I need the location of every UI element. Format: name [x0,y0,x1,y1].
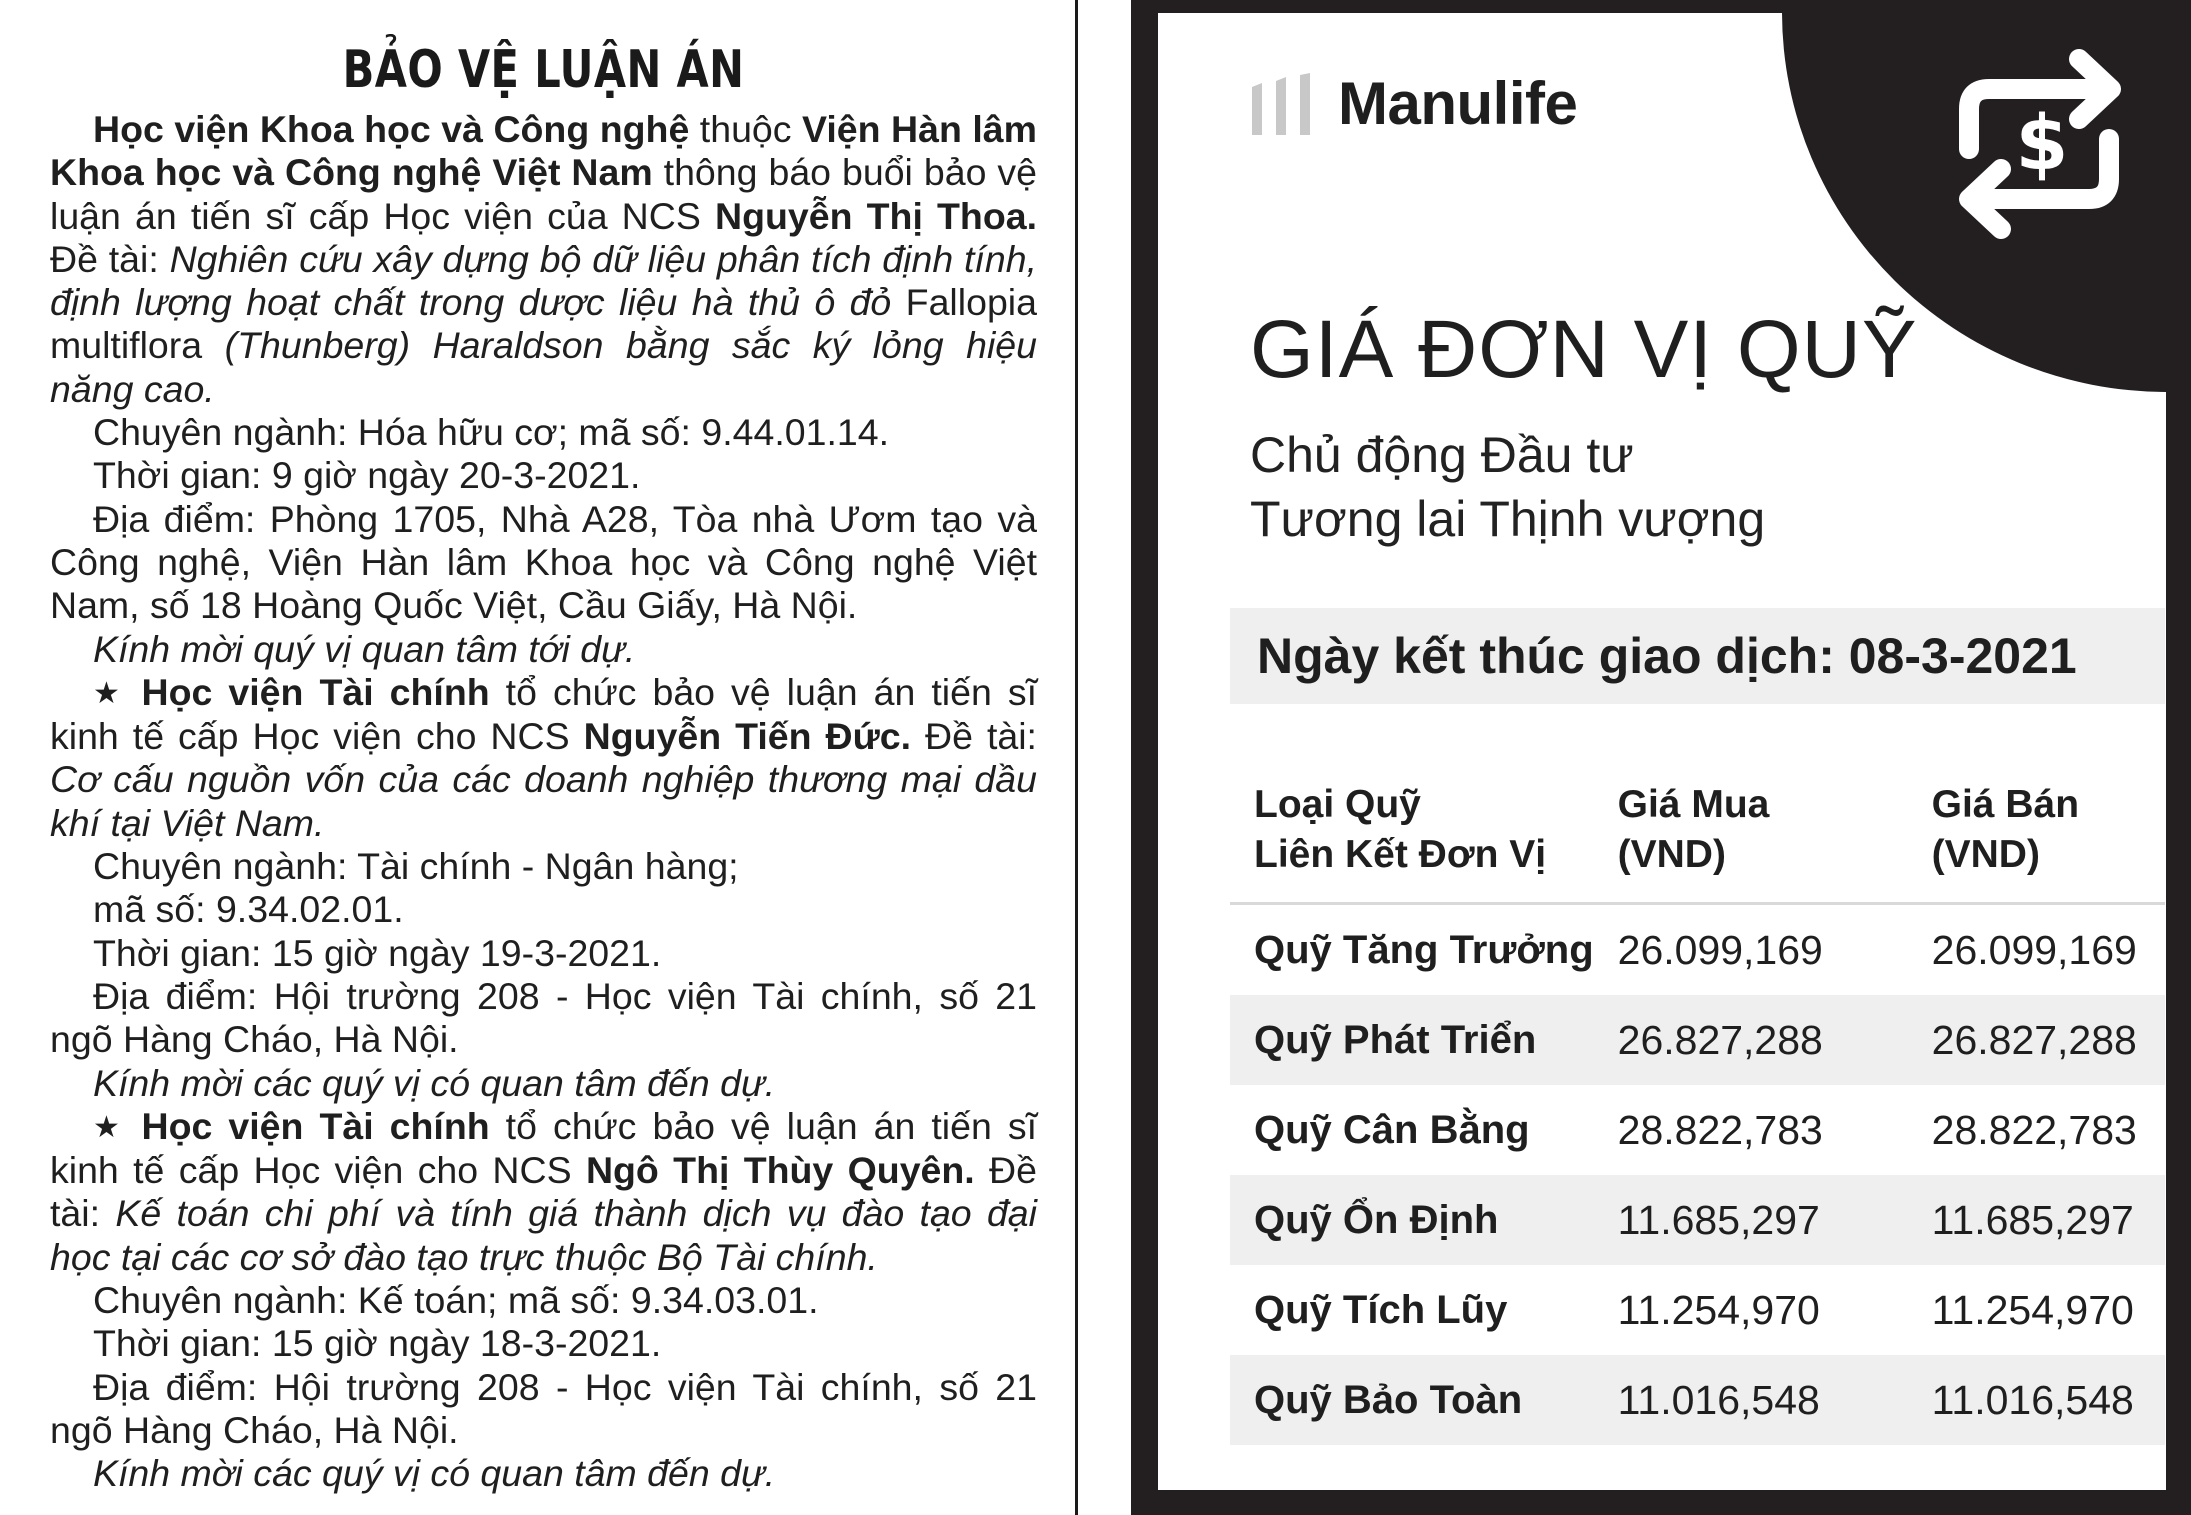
manulife-logo-icon [1250,73,1320,135]
text: thuộc [689,108,803,150]
notice-body [50,108,1037,1496]
header-text: Liên Kết Đơn Vị [1254,833,1547,876]
tagline-line-2: Tương lai Thịnh vượng [1250,491,1766,547]
fund-price-table [1230,768,2165,1445]
thesis-topic: Kế toán chi phí và tính giá thành dịch vụ đào tạo đại học tại các cơ sở đào tạo trực thuộc Bộ Tài chính. [50,1192,1037,1278]
major-line: Chuyên ngành: Kế toán; mã số: 9.34.03.01. [93,1279,819,1322]
tagline-line-1: Chủ động Đầu tư [1250,427,1634,483]
major-code-line: mã số: 9.34.02.01. [93,888,404,931]
thesis-topic-cont: (Thunberg) Haraldson bằng sắc ký lỏng hiệu năng cao. [50,324,1037,410]
sell-price: 11.254,970 [1931,1286,2134,1333]
table-row [1230,995,2165,1085]
ad-title: GIÁ ĐƠN VỊ QUỸ [1250,304,1918,395]
text: Đề tài: [911,715,1037,758]
invite-text: Kính mời các quý vị có quan tâm đến dự. [93,1061,776,1104]
announcement-2 [50,671,1037,845]
major-line: Chuyên ngành: Tài chính - Ngân hàng; [93,845,739,888]
fund-name: Quỹ Cân Bằng [1254,1107,1530,1152]
time-line: Thời gian: 15 giờ ngày 19-3-2021. [93,931,662,974]
invite-text: Kính mời các quý vị có quan tâm đến dự. [93,1452,776,1495]
table-row [1230,1265,2165,1355]
invite-line [50,1452,1037,1495]
trading-date-bar: Ngày kết thúc giao dịch: 08-3-2021 [1230,608,2165,704]
buy-price: 11.685,297 [1594,1175,1908,1265]
header-text: Giá Mua [1617,783,1770,826]
table-header-row [1230,768,2165,904]
text: tổ chức bảo vệ luận án tiến sĩ kinh tế cấp Học viện cho NCS [50,670,1037,758]
manulife-ad [1131,0,2191,1515]
buy-price: 28.822,783 [1617,1106,1823,1153]
invite-text: Kính mời quý vị quan tâm tới dự. [93,627,636,670]
fund-name: Quỹ Ổn Định [1230,1175,1594,1265]
sell-price: 11.016,548 [1908,1355,2165,1445]
sell-price: 28.822,783 [1931,1106,2137,1153]
header-text: Giá Bán [1931,783,2080,826]
buy-price: 11.254,970 [1617,1286,1820,1333]
svg-text:$: $ [2015,98,2069,187]
table-row [1230,1085,2165,1175]
header-text: Loại Quỹ [1254,783,1421,826]
institution-name: Học viện Khoa học và Công nghệ [93,108,690,150]
time-line: Thời gian: 9 giờ ngày 20-3-2021. [93,454,641,497]
time-line: Thời gian: 15 giờ ngày 18-3-2021. [93,1322,662,1365]
institution-parent: Viện Hàn lâm Khoa học và Công nghệ Việt Nam [50,108,1037,194]
table-row [1230,1175,2165,1265]
buy-price: 26.099,169 [1617,926,1823,973]
text: Đề tài: [50,237,170,280]
invite-line [50,628,1037,671]
header-buy-price [1594,768,1908,904]
buy-price: 11.016,548 [1594,1355,1908,1445]
place-line: Địa điểm: Hội trường 208 - Học viện Tài chính, số 21 ngõ Hàng Cháo, Hà Nội. [50,1365,1037,1451]
thesis-topic: Nghiên cứu xây dựng bộ dữ liệu phân tích định tính, định lượng hoạt chất trong dược liệu hà thủ ô đỏ [50,237,1037,324]
text: tổ chức bảo vệ luận án tiến sĩ kinh tế cấp Học viện cho NCS [50,1104,1037,1192]
thesis-topic: Cơ cấu nguồn vốn của các doanh nghiệp thương mại dầu khí tại Việt Nam. [50,758,1037,844]
text: thông báo buổi bảo vệ luận án tiến sĩ cấp Học viện của NCS [50,151,1037,237]
table-row [1230,904,2165,996]
buy-price: 26.827,288 [1594,995,1908,1085]
thesis-notice-column [0,0,1078,1515]
notice-title: BẢO VỆ LUẬN ÁN [342,40,745,100]
major-line: Chuyên ngành: Hóa hữu cơ; mã số: 9.44.01.14. [93,411,890,454]
currency-exchange-icon [1939,29,2144,259]
place-line: Địa điểm: Hội trường 208 - Học viện Tài chính, số 21 ngõ Hàng Cháo, Hà Nội. [50,974,1037,1061]
institution-name: Học viện Tài chính [141,1104,490,1147]
ad-panel [1158,13,2166,1490]
header-sell-price [1908,768,2165,904]
fund-name: Quỹ Bảo Toàn [1230,1355,1594,1445]
sell-price: 11.685,297 [1908,1175,2165,1265]
candidate-name: Nguyễn Tiến Đức. [583,715,912,758]
header-text: (VND) [1617,833,1726,876]
fund-name: Quỹ Tăng Trưởng [1254,927,1594,972]
text: Fallopia multiflora [50,281,1037,367]
brand-name: Manulife [1338,70,1578,137]
sell-price: 26.827,288 [1908,995,2165,1085]
announcement-1 [50,108,1037,411]
star-icon: ★ [93,676,126,710]
invite-line [50,1062,1037,1105]
table-row [1230,1355,2165,1445]
place-line: Địa điểm: Phòng 1705, Nhà A28, Tòa nhà Ươm tạo và Công nghệ, Viện Hàn lâm Khoa học và Công nghệ Việt Nam, số 18 Hoàng Quốc Việt, Cầu Giấy, Hà Nội. [50,497,1037,627]
fund-name: Quỹ Tích Lũy [1254,1287,1508,1332]
fund-name: Quỹ Phát Triển [1230,995,1594,1085]
candidate-name: Ngô Thị Thùy Quyên. [585,1149,975,1192]
announcement-3 [50,1105,1037,1279]
header-fund-type [1230,768,1594,904]
candidate-name: Nguyễn Thị Thoa. [715,194,1037,237]
text: Đề tài: [50,1149,1037,1235]
star-icon: ★ [93,1110,126,1144]
header-text: (VND) [1931,833,2040,876]
institution-name: Học viện Tài chính [141,670,490,713]
sell-price: 26.099,169 [1931,926,2137,973]
